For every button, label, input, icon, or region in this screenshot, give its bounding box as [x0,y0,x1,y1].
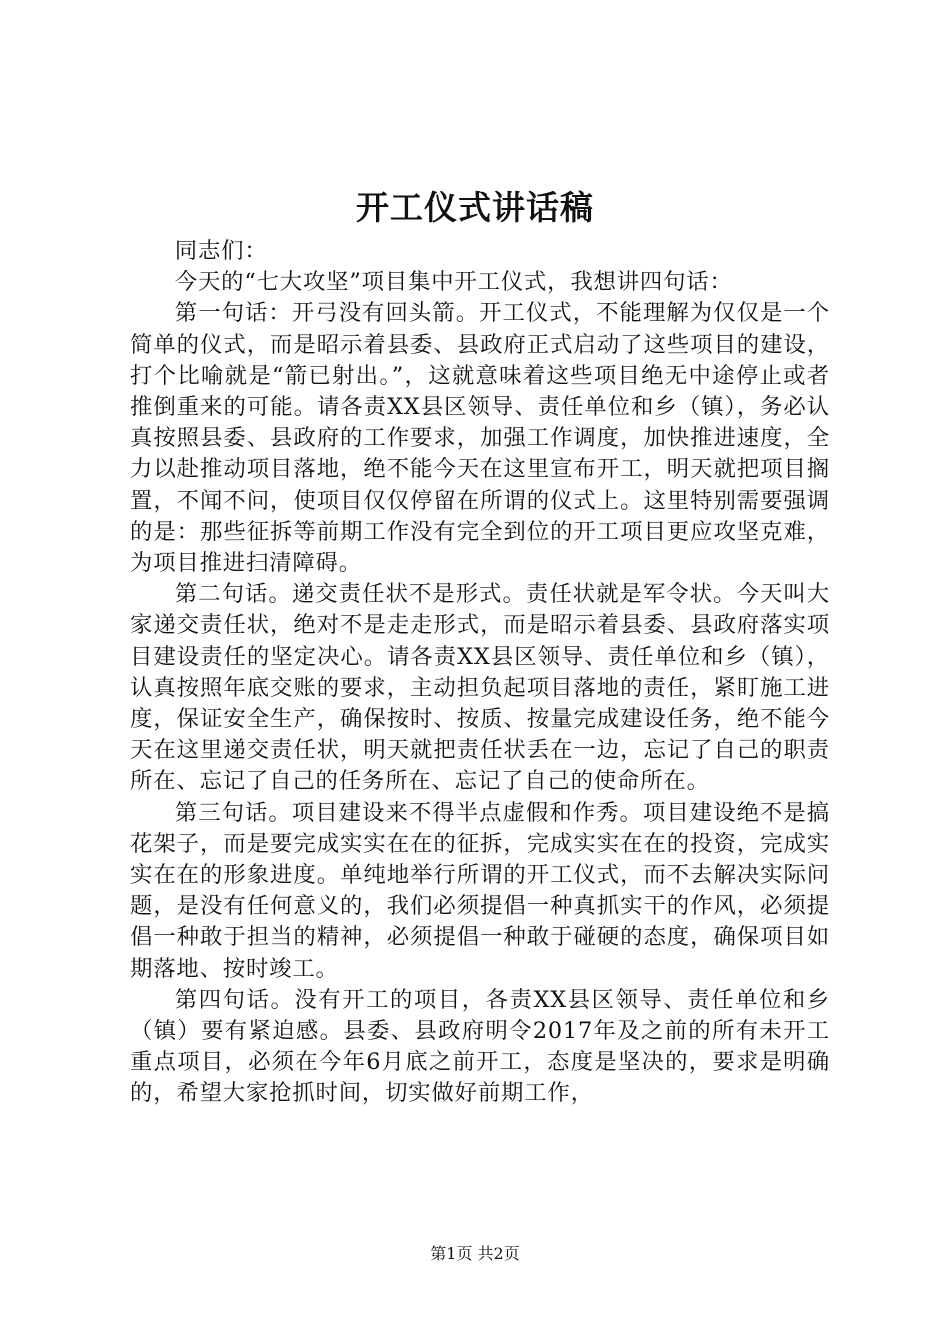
document-title: 开工仪式讲话稿 [356,188,594,227]
first-point-paragraph: 第一句话：开弓没有回头箭。开工仪式，不能理解为仅仅是一个简单的仪式，而是昭示着县委、县政府正式启动了这些项目的建设，打个比喻就是“箭已射出。”，这就意味着这些项目绝无中途停止或者推倒重来的可能。请各责XX县区领导、责任单位和乡（镇），务必认真按照县委、县政府的工作要求，加强工作调度，加快推进速度，全力以赴推动项目落地，绝不能今天在这里宣布开工，明天就把项目搁置，不闻不问，使项目仅仅停留在所谓的仪式上。这里特别需要强调的是：那些征拆等前期工作没有完全到位的开工项目更应攻坚克难，为项目推进扫清障碍。 [130,300,830,577]
intro-paragraph: 今天的“七大攻坚”项目集中开工仪式，我想讲四句话： [174,269,733,296]
salutation-paragraph: 同志们： [174,238,268,264]
page-number-footer: 第1页 共2页 [430,1244,520,1263]
fourth-point-paragraph: 第四句话。没有开工的项目，各责XX县区领导、责任单位和乡（镇）要有紧迫感。县委、县政府明令2017年及之前的所有未开工重点项目，必须在今年6月底之前开工，态度是坚决的，要求是明确的，希望大家抢抓时间，切实做好前期工作， [130,986,830,1107]
document-body [130,236,830,1110]
second-point-paragraph: 第二句话。递交责任状不是形式。责任状就是军令状。今天叫大家递交责任状，绝对不是走走形式，而是昭示着县委、县政府落实项目建设责任的坚定决心。请各责XX县区领导、责任单位和乡（镇），认真按照年底交账的要求，主动担负起项目落地的责任，紧盯施工进度，保证安全生产，确保按时、按质、按量完成建设任务，绝不能今天在这里递交责任状，明天就把责任状丢在一边，忘记了自己的职责所在、忘记了自己的任务所在、忘记了自己的使命所在。 [130,581,830,795]
third-point-paragraph: 第三句话。项目建设来不得半点虚假和作秀。项目建设绝不是搞花架子，而是要完成实实在在的征拆，完成实实在在的投资，完成实实在在的形象进度。单纯地举行所谓的开工仪式，而不去解决实际问题，是没有任何意义的，我们必须提倡一种真抓实干的作风，必须提倡一种敢于担当的精神，必须提倡一种敢于碰硬的态度，确保项目如期落地、按时竣工。 [130,799,830,982]
